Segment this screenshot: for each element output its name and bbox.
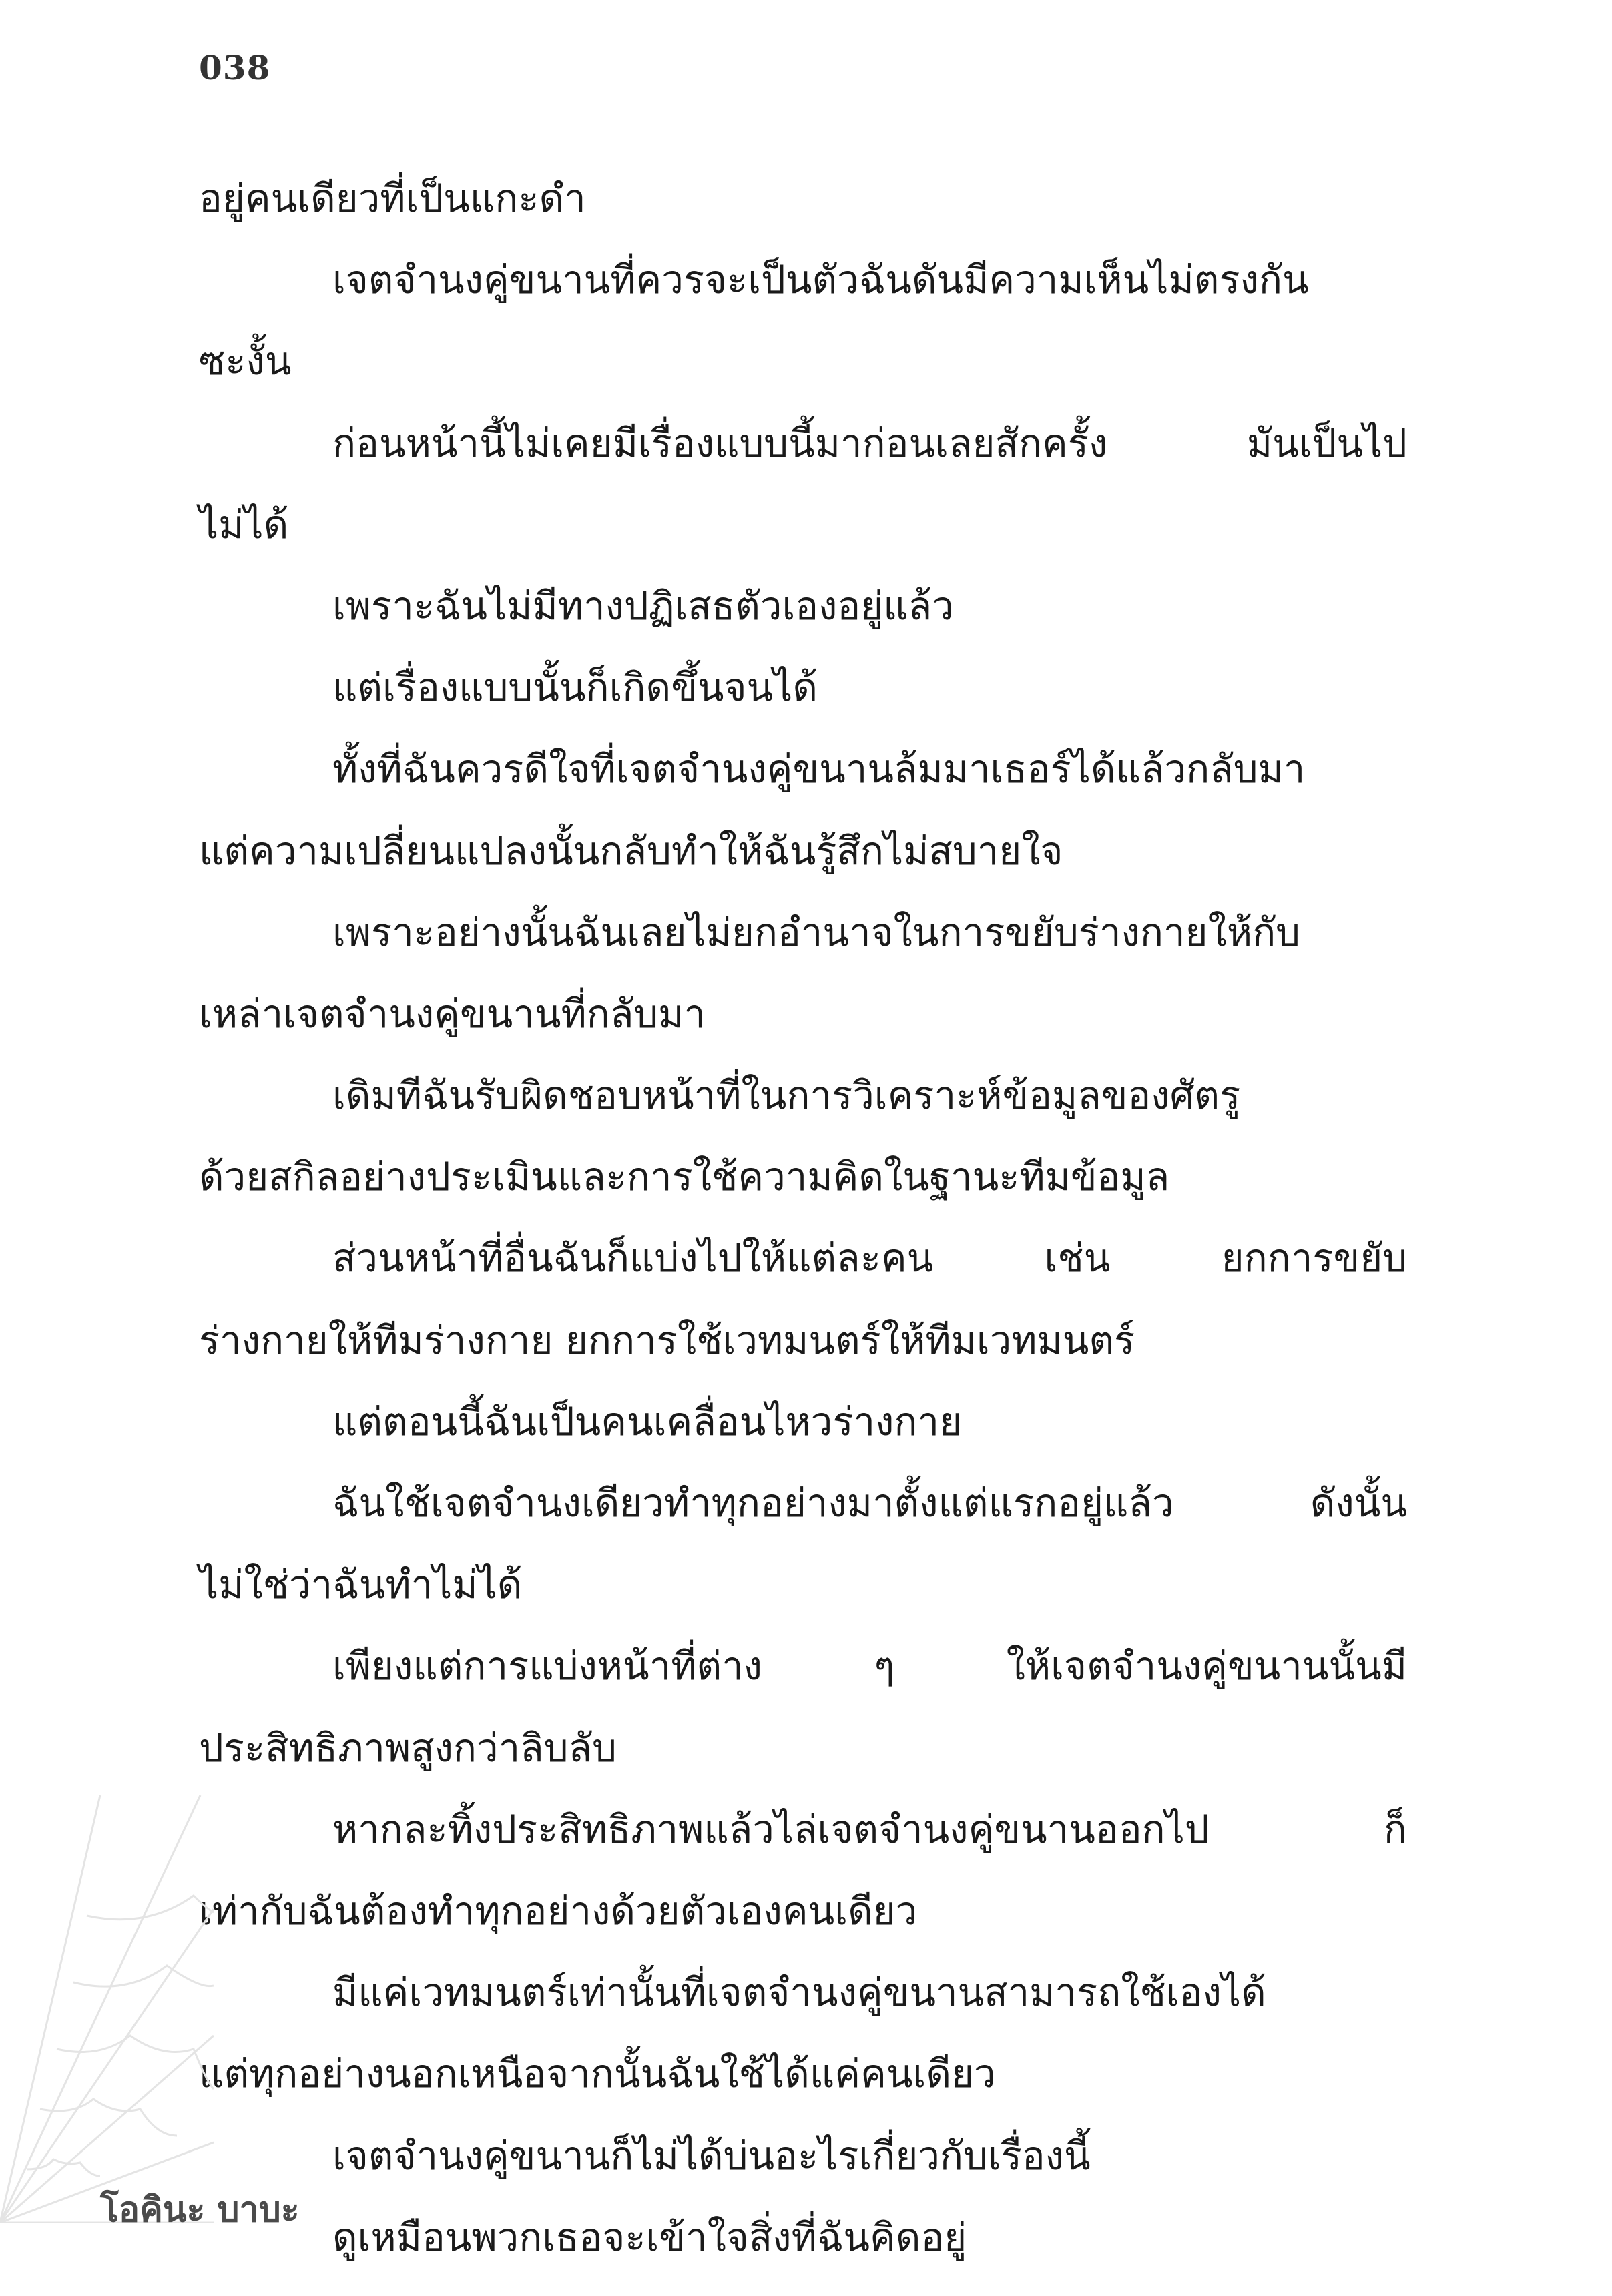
text-line: หากละทิ้งประสิทธิภาพแล้วไล่เจตจำนงคู่ขนานออกไป ก็	[332, 1806, 1407, 1852]
text-line: เพราะอย่างนั้นฉันเลยไม่ยกอำนาจในการขยับร่างกายให้กับ	[332, 909, 1300, 955]
text-line: แต่เรื่องแบบนั้นก็เกิดขึ้นจนได้	[332, 665, 818, 711]
text-line: ก่อนหน้านี้ไม่เคยมีเรื่องแบบนี้มาก่อนเลยสักครั้ง มันเป็นไป	[332, 420, 1407, 466]
author-name: โอคินะ บาบะ	[100, 2190, 300, 2230]
text-line: ด้วยสกิลอย่างประเมินและการใช้ความคิดในฐานะทีมข้อมูล	[199, 1154, 1170, 1200]
text-line: ไม่ได้	[199, 501, 289, 547]
text-line: แต่ทุกอย่างนอกเหนือจากนั้นฉันใช้ได้แค่คนเดียว	[199, 2051, 996, 2097]
text-line: อยู่คนเดียวที่เป็นแกะดำ	[199, 176, 586, 221]
text-line: ส่วนหน้าที่อื่นฉันก็แบ่งไปให้แต่ละคน เช่น ยกการขยับ	[332, 1235, 1407, 1281]
text-line: ซะงั้น	[199, 338, 292, 384]
page-number: 038	[199, 48, 271, 87]
text-line: เพราะฉันไม่มีทางปฏิเสธตัวเองอยู่แล้ว	[332, 583, 954, 629]
text-line: ประสิทธิภาพสูงกว่าลิบลับ	[199, 1725, 617, 1771]
text-line: แต่ความเปลี่ยนแปลงนั้นกลับทำให้ฉันรู้สึกไม่สบายใจ	[199, 828, 1063, 874]
text-line: มีแค่เวทมนตร์เท่านั้นที่เจตจำนงคู่ขนานสามารถใช้เองได้	[332, 1970, 1266, 2016]
text-line: เท่ากับฉันต้องทำทุกอย่างด้วยตัวเองคนเดียว	[199, 1888, 918, 1934]
text-line: เจตจำนงคู่ขนานที่ควรจะเป็นตัวฉันดันมีความเห็นไม่ตรงกัน	[332, 257, 1309, 303]
spider-web-decoration	[0, 1795, 214, 2223]
text-line: เหล่าเจตจำนงคู่ขนานที่กลับมา	[199, 990, 706, 1037]
text-line: ไม่ใช่ว่าฉันทำไม่ได้	[199, 1562, 523, 1608]
text-line: ร่างกายให้ทีมร่างกาย ยกการใช้เวทมนตร์ให้ทีมเวทมนตร์	[199, 1317, 1135, 1363]
text-line: เดิมทีฉันรับผิดชอบหน้าที่ในการวิเคราะห์ข้อมูลของศัตรู	[332, 1073, 1241, 1119]
text-line: เจตจำนงคู่ขนานก็ไม่ได้บ่นอะไรเกี่ยวกับเรื่องนี้	[332, 2132, 1091, 2179]
text-line: ฉันใช้เจตจำนงเดียวทำทุกอย่างมาตั้งแต่แรกอยู่แล้ว ดังนั้น	[332, 1480, 1407, 1526]
text-line: แต่ตอนนี้ฉันเป็นคนเคลื่อนไหวร่างกาย	[332, 1398, 963, 1444]
text-line: เพียงแต่การแบ่งหน้าที่ต่าง ๆ ให้เจตจำนงคู่ขนานนั้นมี	[332, 1643, 1407, 1689]
text-line: ทั้งที่ฉันควรดีใจที่เจตจำนงคู่ขนานล้มมาเธอร์ได้แล้วกลับมา	[332, 746, 1306, 792]
body-text	[199, 158, 1407, 2278]
text-line: ดูเหมือนพวกเธอจะเข้าใจสิ่งที่ฉันคิดอยู่	[332, 2214, 967, 2260]
